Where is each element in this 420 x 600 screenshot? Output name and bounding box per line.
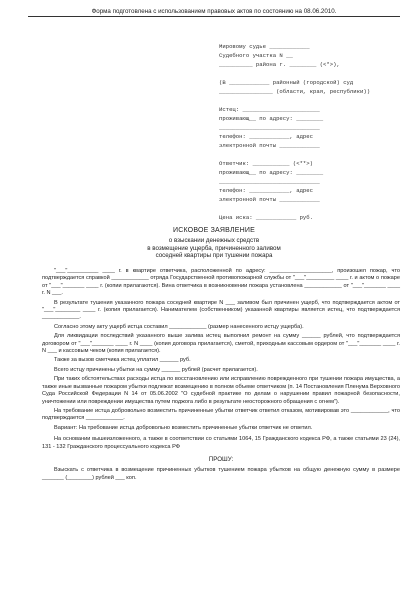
address-line: ______________________________: [219, 124, 320, 131]
body-paragraph: На требование истца добровольно возместить причиненные убытки ответчик ответил отказом, мотивировав это ____________, что подтверждается ____________.: [42, 407, 400, 422]
address-line: Истец: _______________________: [219, 106, 320, 113]
address-line: Судебного участка N __: [219, 52, 293, 59]
address-line: проживающ__ по адресу: ________: [219, 169, 324, 176]
claim-body: [42, 268, 400, 484]
address-line: (В ____________ районный (городской) суд: [219, 79, 354, 86]
request-paragraph: Взыскать с ответчика в возмещение причиненных убытков тушением пожара убытков на общую денежную сумму в размере _______ (________) рублей ___ коп.: [42, 467, 400, 481]
body-paragraph: При таких обстоятельствах расходы истца по восстановлению или исправлению поврежденного при тушении пожара имущества, а также иные вызванные пожаром убытки подлежат возмещению в полном объеме ответчиком (п. 14 Постановления Пленума Верховного Суда Российской Федерации N 14 от 05.06.2002 "О судебной практике по делам о нарушении правил пожарной безопасности, уничтожении или повреждении имущества путем поджога либо в результате неосторожного обращения с огнем").: [42, 376, 400, 405]
body-paragraph: В результате тушения указанного пожара соседней квартире N ___ заливом был причинен ущерб, что подтверждается актом от "___"________ ____ г. (копия прилагается). Нанимателем (собственником) указанной квартиры является истец, что подтверждается ____________.: [42, 299, 400, 321]
address-line: проживающ__ по адресу: ________: [219, 115, 324, 122]
document-subtitle-2: в возмещение ущерба, причиненного заливом: [147, 244, 281, 252]
address-line: ________________ (области, края, республики)): [219, 88, 371, 95]
address-line: Мировому судье ____________: [219, 43, 310, 50]
body-paragraph: На основании вышеизложенного, а также в соответствии со статьями 1064, 15 Гражданского кодекса РФ, а также статьями 23 (24), 131 - 132 Гражданского процессуального кодекса РФ: [42, 436, 400, 450]
form-source-note: Форма подготовлена с использованием правовых актов по состоянию на 08.06.2010.: [28, 8, 400, 17]
body-paragraph: Для ликвидации последствий указанного выше залива истец выполнил ремонт на сумму ______ рублей, что подтверждается договором от "___"_______ ____ г. N ____ (копия договора прилагается), сметой, приходным кассовым ордером от "___"_______ ____ г. N ___ и кассовым чеком (копия прилагается).: [42, 333, 400, 355]
document-subtitle-3: соседней квартиры при тушении пожара: [155, 252, 273, 259]
address-line: ______________________________: [219, 178, 320, 185]
request-heading: ПРОШУ:: [208, 455, 234, 463]
body-paragraph: Согласно этому акту ущерб истца составил ____________ (размер нанесенного истцу ущерба).: [54, 323, 304, 330]
body-paragraph: Всего истцу причинены убытки на сумму ______ рублей (расчет прилагается).: [54, 366, 258, 373]
address-line: электронной почты ____________: [219, 142, 320, 149]
body-paragraph: Также за вызов сметчика истец уплатил ______ руб.: [54, 357, 191, 364]
address-line: Цена иска: ____________ руб.: [219, 214, 313, 221]
body-paragraph: "___"__________ ____ г. в квартире ответчика, расположенной по адресу: ____________________, произошел пожар, что подтверждается справкой ____________ отряда Государственной противопожарной службы от "___"_________ ____ г. и актом о пожаре от "___"_______ ____ г. (копии прилагаются). Вина ответчика в возникновении пожара установлена ____________ от "___"_______ ____ г. N ___.: [42, 268, 400, 297]
address-line: электронной почты ____________: [219, 196, 320, 203]
document-subtitle-1: о взыскании денежных средств: [168, 237, 260, 244]
address-line: __________ района г. ________ (<*>),: [219, 61, 340, 68]
document-title: ИСКОВОЕ ЗАЯВЛЕНИЕ: [173, 227, 255, 234]
body-paragraph: Вариант: На требование истца добровольно возместить причиненные убытки ответчик не ответил.: [54, 424, 313, 431]
address-line: Ответчик: ___________ (<**>): [219, 160, 313, 167]
address-line: телефон: ____________, адрес: [219, 187, 313, 194]
address-line: телефон: ____________, адрес: [219, 133, 313, 140]
